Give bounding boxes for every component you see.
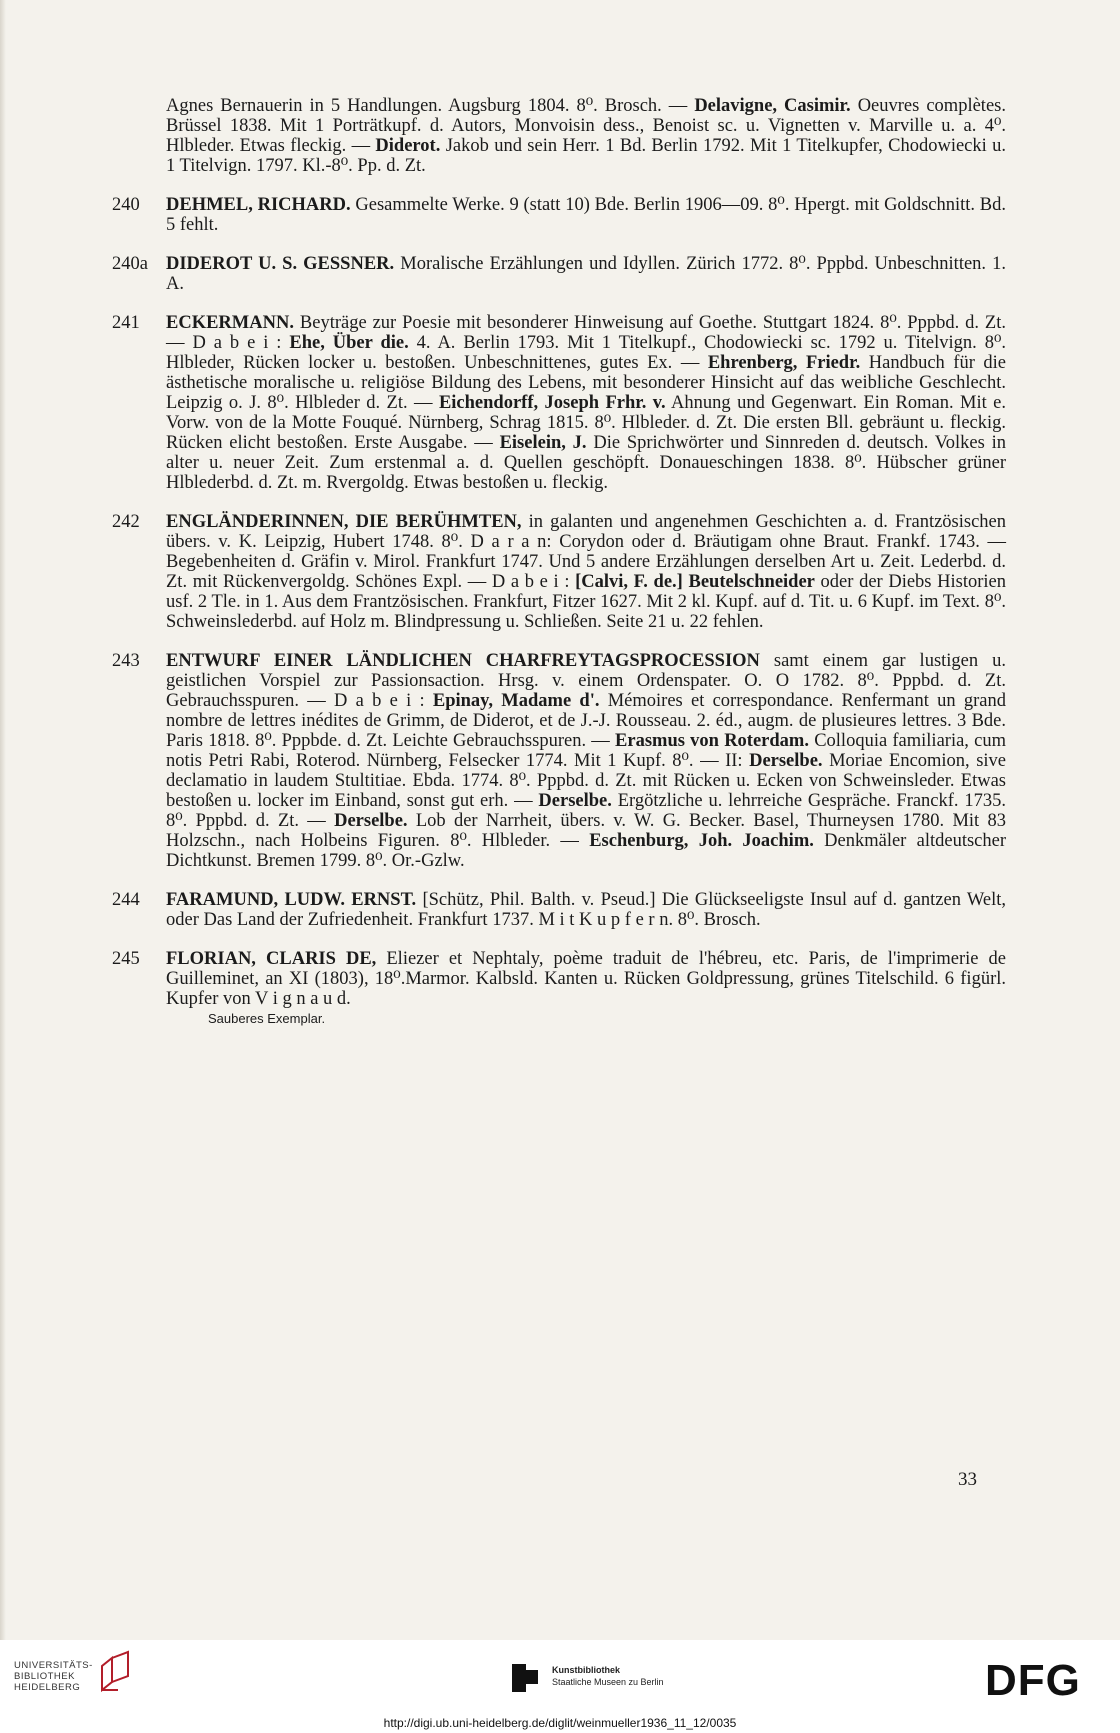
kunstbibliothek-logo-icon <box>510 1660 540 1696</box>
entry-number: 245 <box>112 949 140 969</box>
entry-description: Corydon oder d. Bräutigam ohne Braut. Frankf. 1743. — Begebenheiten d. Gräfin v. Mirol. Frankfurt 1747. Und 5 andere Erzählungen derselben Art u. Zeit. Lederbd. d. Zt. mit Rückenvergoldg. Schönes Expl. — D a b e i : <box>166 532 1006 592</box>
entry-description: Oeuvres complètes. Brüssel 1838. Mit 1 Porträtkupf. d. Autors, Monvoisin dess., Benoist sc. u. Vignetten v. Marville u. a. 4⁰. Hlbleder. Etwas fleckig. — <box>166 96 1006 156</box>
entry-description: Moralische Erzählungen und Idyllen. Zürich 1772. 8⁰. Pppbd. Unbeschnitten. 1. A. <box>166 254 1007 294</box>
catalog-entry <box>112 890 1006 930</box>
catalog-entry <box>112 512 1007 632</box>
catalog-entry <box>112 195 1006 235</box>
entry-description: Handbuch für die ästhetische moralische u. religiöse Bildung des Lebens, mit besonderer Hinsicht auf das weibliche Geschlecht. Leipzig o. J. 8⁰. Hlbleder d. Zt. — <box>166 353 1006 413</box>
source-url[interactable]: http://digi.ub.uni-heidelberg.de/diglit/weinmueller1936_11_12/0035 <box>383 1716 737 1730</box>
entry-heading: Derselbe. <box>334 811 408 831</box>
catalog-entry <box>112 949 1007 1027</box>
entry-number: 241 <box>112 313 140 333</box>
entry-description: Die Sprichwörter und Sinnreden d. deutsch. Volkes in alter u. neuer Zeit. Zum erstenmal a. d. Quellen geschöpft. Donaueschingen 1838. 8⁰. Hübscher grüner Hlblederbd. d. Zt. m. Rvergoldg. Etwas bestoßen u. fleckig. <box>166 433 1007 493</box>
entry-text <box>166 254 1006 294</box>
entry-description: [Schütz, Phil. Balth. v. Pseud.] Die Glückseeligste Insul auf d. gantzen Welt, oder Das Land der Zufriedenheit. Frankfurt 1737. <box>166 890 1006 930</box>
entry-heading: Derselbe. <box>749 751 823 771</box>
catalog-entry <box>118 96 1006 176</box>
entry-description: D a r a n: <box>470 532 552 552</box>
entry-description: D a b e i : <box>192 333 282 353</box>
entry-heading: Erasmus von Roterdam. <box>615 731 809 751</box>
entry-text <box>166 651 1006 871</box>
ub-heidelberg-logo-icon <box>98 1650 138 1696</box>
entry-heading: ENTWURF EINER LÄNDLICHEN CHARFREYTAGSPROCESSION <box>166 651 760 671</box>
library-line-3: HEIDELBERG <box>14 1682 81 1693</box>
entry-description: samt einem gar lustigen u. geistlichen Vorspiel zur Passionsaction. Hrsg. v. einem Ordenspater. O. O 1782. 8⁰. Pppbd. d. Zt. Gebrauchsspuren. — D a b e i : <box>166 651 1006 711</box>
entry-description: 8⁰. Brosch. <box>673 910 761 930</box>
entry-text <box>166 195 1006 235</box>
page-number: 33 <box>958 1469 977 1490</box>
entry-text <box>166 512 1006 632</box>
entry-heading: Derselbe. <box>538 791 612 811</box>
entry-number: 240 <box>112 195 140 215</box>
entry-description: oder der Diebs Historien usf. 2 Tle. in 1. Aus dem Frantzösischen. Frankfurt, Fitzer 1627. Mit 2 kl. Kupf. auf d. Tit. u. 6 Kupf. im Text. 8⁰. Schweinslederbd. auf Holz m. Blindpressung u. Schließen. Seite 21 u. 22 fehlen. <box>166 572 1007 632</box>
entry-description: Gesammelte Werke. 9 (statt 10) Bde. Berlin 1906—09. 8⁰. Hpergt. mit Goldschnitt. Bd. 5 fehlt. <box>166 195 1006 235</box>
entry-heading: FARAMUND, LUDW. ERNST. <box>166 890 417 910</box>
entry-heading: Ehe, Über die. <box>281 333 409 353</box>
entry-heading: Ehrenberg, Friedr. <box>707 353 861 373</box>
entry-number: 243 <box>112 651 140 671</box>
entry-description: Agnes Bernauerin in 5 Handlungen. Augsburg 1804. 8⁰. Brosch. — <box>166 96 695 116</box>
kunstbibliothek-title: Kunstbibliothek <box>552 1665 620 1675</box>
entry-description: M i t K u p f e r n. <box>538 910 674 930</box>
kunstbibliothek-sub: Staatliche Museen zu Berlin <box>552 1677 664 1687</box>
entry-text <box>166 313 1006 493</box>
library-line-1: UNIVERSITÄTS- <box>14 1660 93 1671</box>
entry-heading: FLORIAN, CLARIS DE, <box>166 949 377 969</box>
entry-heading: DIDEROT U. S. GESSNER. <box>166 254 395 274</box>
entry-description: Colloquia familiaria, cum notis Petri Rabi, Roterod. Nürnberg, Felsecker 1774. Mit 1 Kupf. 8⁰. — II: <box>166 731 1006 771</box>
entry-heading: Eichendorff, Joseph Frhr. v. <box>438 393 666 413</box>
entry-heading: Diderot. <box>375 136 441 156</box>
entry-description: Eliezer et Nephtaly, poème traduit de l'hébreu, etc. Paris, de l'imprimerie de Guilleminet, an XI (1803), 18⁰.Marmor. Kalbsld. Kanten u. Rücken Goldpressung, grünes Titelschild. 6 figürl. Kupfer von V i g n a u d. <box>166 949 1007 1009</box>
entry-description: Mémoires et correspondance. Renfermant un grand nombre de lettres inédites de Grimm, de Diderot, et de J.-J. Rousseau. 2. éd., augm. de plusieures lettres. 3 Bde. Paris 1818. 8⁰. Pppbde. d. Zt. Leichte Gebrauchsspuren. — <box>166 691 1006 751</box>
entry-note: Sauberes Exemplar. <box>208 1011 326 1026</box>
entry-description: 4. A. Berlin 1793. Mit 1 Titelkupf., Chodowiecki sc. 1792 u. Titelvign. 8⁰. Hlbleder, Rücken locker u. bestoßen. Unbeschnittenes, gutes Ex. — <box>166 333 1007 373</box>
entry-text <box>166 96 1006 176</box>
entry-text <box>166 890 1006 930</box>
entry-description: Denkmäler altdeutscher Dichtkunst. Bremen 1799. 8⁰. Or.-Gzlw. <box>166 831 1007 871</box>
catalog-entry <box>112 254 1007 294</box>
entry-description: Moriae Encomion, sive declamatio in laudem Stultitiae. Ebda. 1774. 8⁰. Pppbd. d. Zt. mit Rücken u. Ecken von Schweinsleder. Etwas bestoßen u. locker im Einband, sonst gut erh. — <box>166 751 1007 811</box>
entry-description: Ergötzliche u. lehrreiche Gespräche. Franckf. 1735. 8⁰. Pppbd. d. Zt. — <box>166 791 1006 831</box>
entry-heading: ENGLÄNDERINNEN, DIE BERÜHMTEN, <box>166 512 522 532</box>
kunstbibliothek-text <box>552 1664 664 1688</box>
catalog-entry <box>112 651 1007 871</box>
entry-heading: [Calvi, F. de.] Beutelschneider <box>575 572 815 592</box>
entry-heading: Eschenburg, Joh. Joachim. <box>589 831 814 851</box>
ub-heidelberg-text <box>14 1660 104 1693</box>
entry-description: Jakob und sein Herr. 1 Bd. Berlin 1792. Mit 1 Titelkupfer, Chodowiecki u. 1 Titelvign. 1797. Kl.-8⁰. Pp. d. Zt. <box>166 136 1006 176</box>
entry-heading: Delavigne, Casimir. <box>694 96 851 116</box>
entry-description: in galanten und angenehmen Geschichten a. d. Frantzösischen übers. v. K. Leipzig, Hubert 1748. 8⁰. <box>166 512 1006 552</box>
footer <box>0 1640 1120 1733</box>
entry-description: Beyträge zur Poesie mit besonderer Hinweisung auf Goethe. Stuttgart 1824. 8⁰. Pppbd. d. Zt. — <box>166 313 1006 353</box>
entry-heading: ECKERMANN. <box>166 313 294 333</box>
entry-number: 240a <box>112 254 148 274</box>
entry-heading: Eiselein, J. <box>499 433 587 453</box>
catalog-entry <box>112 313 1007 493</box>
dfg-logo: DFG <box>985 1656 1081 1705</box>
entry-number: 242 <box>112 512 140 532</box>
entry-heading: DEHMEL, RICHARD. <box>166 195 351 215</box>
entry-description: Ahnung und Gegenwart. Ein Roman. Mit e. Vorw. von de la Motte Fouqué. Nürnberg, Schrag 1815. 8⁰. Hlbleder. d. Zt. Die ersten Bll. gebräunt u. fleckig. Rücken elicht bestoßen. Erste Ausgabe. — <box>166 393 1006 453</box>
entry-heading: Epinay, Madame d'. <box>432 691 600 711</box>
entry-description: Lob der Narrheit, übers. v. W. G. Becker. Basel, Thurneysen 1780. Mit 83 Holzschn., nach Holbeins Figuren. 8⁰. Hlbleder. — <box>166 811 1006 851</box>
entry-number: 244 <box>112 890 140 910</box>
entry-text <box>166 949 1006 1009</box>
entries-list <box>112 96 1007 1046</box>
library-line-2: BIBLIOTHEK <box>14 1671 75 1682</box>
